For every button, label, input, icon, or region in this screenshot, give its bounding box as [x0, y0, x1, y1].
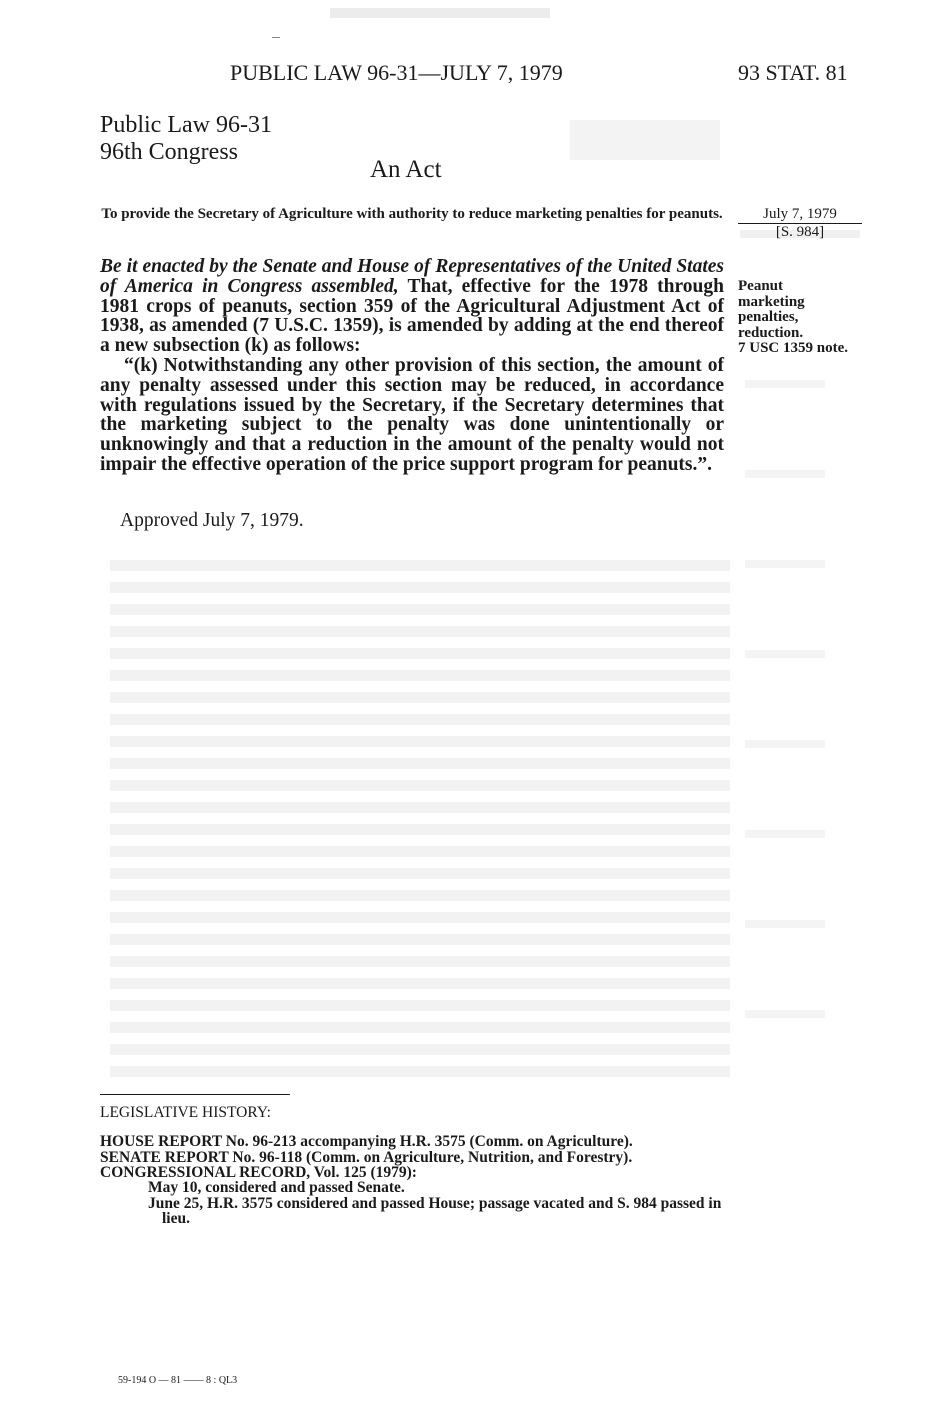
margin-note-line: penalties,	[738, 309, 799, 326]
running-header-title: PUBLIC LAW 96-31—JULY 7, 1979	[230, 60, 563, 85]
margin-note-citation: 7 USC 1359 note.	[738, 340, 849, 357]
printer-code: 59-194 O — 81 —— 8 : QL3	[118, 1375, 238, 1386]
act-purpose: To provide the Secretary of Agriculture with authority to reduce marketing penalties for peanuts.	[101, 206, 723, 222]
legislative-history-reports	[100, 1134, 740, 1181]
enacting-paragraph	[100, 257, 724, 356]
history-action: May 10, considered and passed Senate.	[148, 1179, 405, 1196]
legislative-history-heading: LEGISLATIVE HISTORY:	[100, 1104, 271, 1121]
statute-page-number: 93 STAT. 81	[738, 60, 848, 85]
subsection-k: “(k) Notwithstanding any other provision of this section, the amount of any penalty assessed under this section may be reduced, in accordance with regulations issued by the Secretary, if the Secretary determines that the marketing subject to the penalty was done unintentionally or unknowingly and that a reduction in the amount of the penalty would not impair the effective operation of the price support program for peanuts.”.	[100, 354, 724, 475]
congressional-record: CONGRESSIONAL RECORD, Vol. 125 (1979):	[100, 1164, 417, 1181]
history-action: June 25, H.R. 3575 considered and passed House; passage vacated and S. 984 passed in lieu.	[148, 1194, 722, 1227]
legislative-history-actions	[148, 1180, 748, 1227]
act-title: An Act	[370, 156, 442, 183]
enactment-date: July 7, 1979	[738, 206, 862, 224]
margin-note	[738, 279, 878, 357]
margin-note-line: reduction.	[738, 324, 804, 341]
bill-number: [S. 984]	[775, 224, 825, 240]
congress-number: 96th Congress	[100, 139, 238, 165]
house-report: HOUSE REPORT No. 96-213 accompanying H.R. 3575 (Comm. on Agriculture).	[100, 1133, 633, 1150]
enacting-clause: Be it enacted by the Senate and House of Representatives of the United States of America in Congress assembled,	[100, 256, 724, 297]
senate-report: SENATE REPORT No. 96-118 (Comm. on Agriculture, Nutrition, and Forestry).	[100, 1148, 633, 1166]
legislative-history-rule	[100, 1094, 290, 1095]
margin-note-line: marketing	[738, 293, 805, 310]
margin-note-line: Peanut	[738, 278, 783, 294]
margin-date-block	[738, 206, 862, 241]
approval-date: Approved July 7, 1979.	[120, 510, 304, 531]
section-text: That, effective for the 1978 through 1981 crops of peanuts, section 359 of the Agricultural Adjustment Act of 1938, as amended (7 U.S.C. 1359), is amended by adding at the end thereof a new subsection (k) as follows:	[100, 275, 724, 357]
act-body	[100, 257, 724, 475]
public-law-number: Public Law 96-31	[100, 112, 272, 138]
law-identifier	[100, 112, 272, 166]
page-mark	[272, 37, 280, 38]
